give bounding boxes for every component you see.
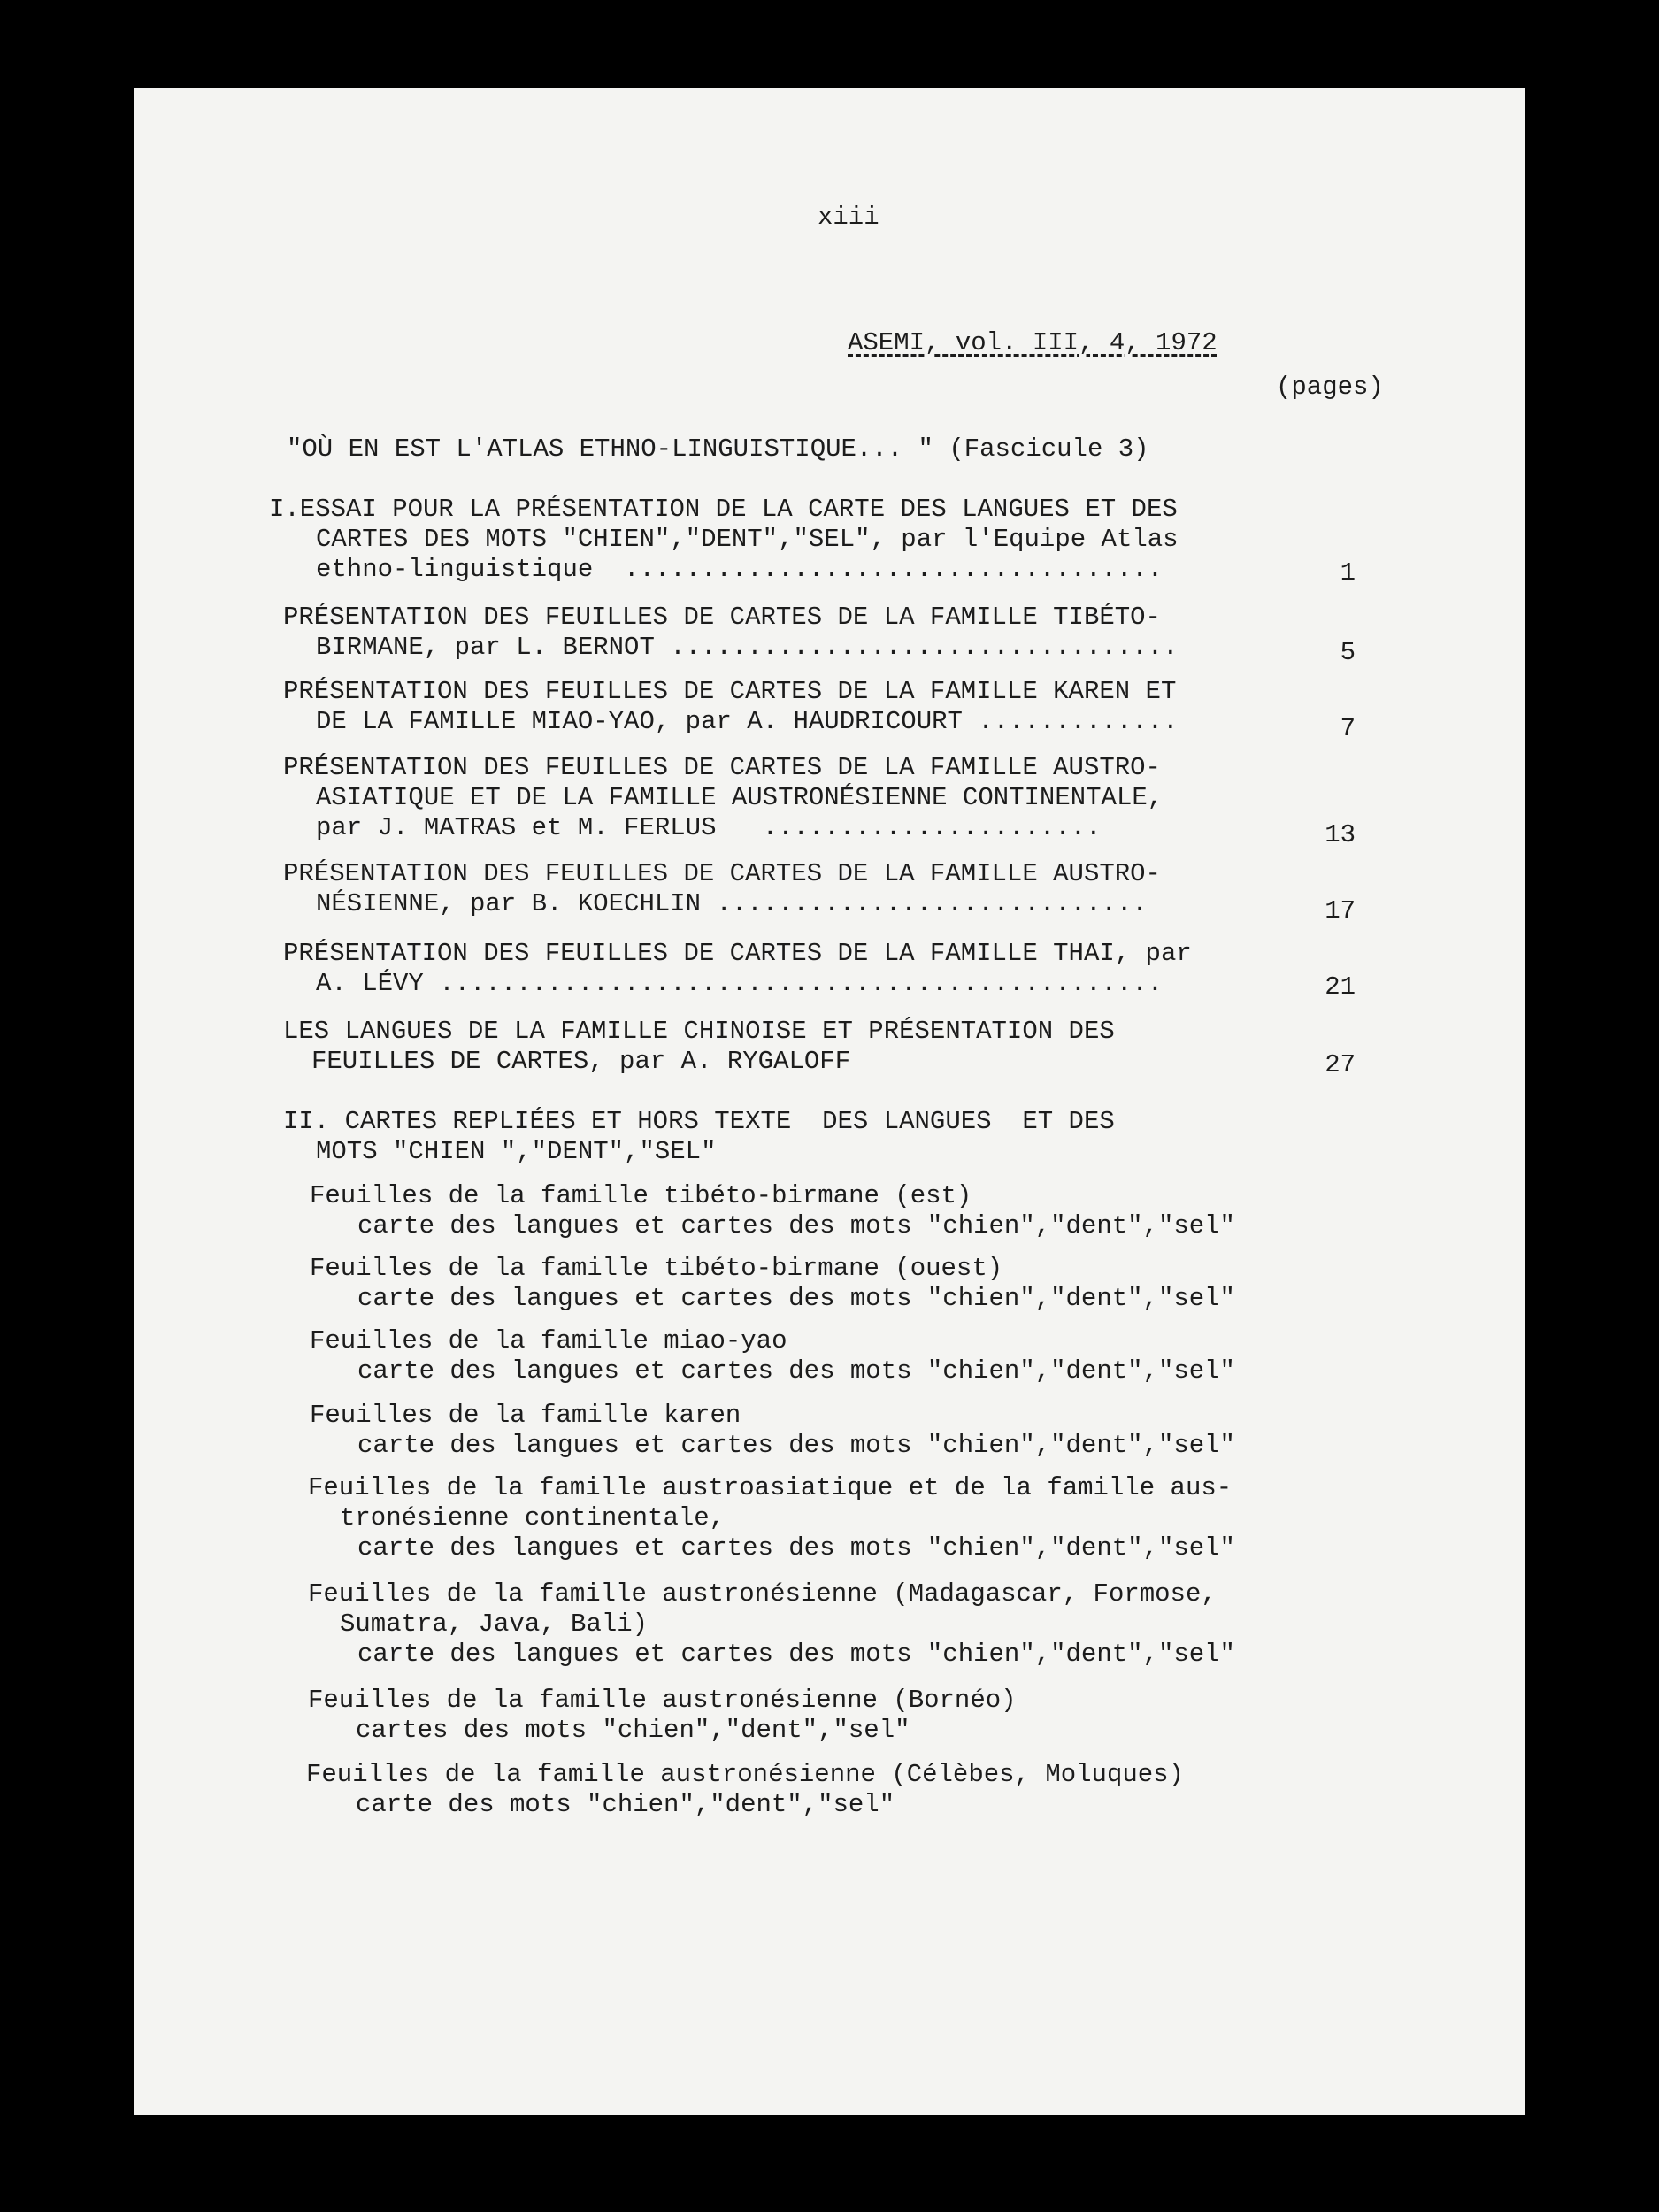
sheet-maps: carte des langues et cartes des mots "chien","dent","sel" bbox=[357, 1533, 1235, 1563]
sheet-title: Feuilles de la famille austronésienne (Célèbes, Moluques) bbox=[306, 1760, 1184, 1789]
toc-entry-line: PRÉSENTATION DES FEUILLES DE CARTES DE LA FAMILLE AUSTRO- bbox=[283, 859, 1161, 888]
sheet-title: Feuilles de la famille austroasiatique et de la famille aus- bbox=[308, 1473, 1233, 1502]
section1-line2: CARTES DES MOTS "CHIEN","DENT","SEL", par l'Equipe Atlas bbox=[316, 525, 1179, 554]
toc-entry-page: 21 bbox=[1325, 972, 1356, 1002]
toc-entry-page: 17 bbox=[1325, 896, 1356, 926]
journal-reference: ASEMI, vol. III, 4, 1972 bbox=[848, 328, 1217, 357]
sheet-title: Feuilles de la famille austronésienne (Madagascar, Formose, bbox=[308, 1579, 1217, 1609]
sheet-title-cont: tronésienne continentale, bbox=[340, 1503, 726, 1532]
toc-entry-line: DE LA FAMILLE MIAO-YAO, par A. HAUDRICOURT ............. bbox=[316, 707, 1179, 736]
sheet-maps: carte des langues et cartes des mots "chien","dent","sel" bbox=[357, 1356, 1235, 1386]
sheet-maps: carte des mots "chien","dent","sel" bbox=[356, 1790, 895, 1819]
toc-entry-line: BIRMANE, par L. BERNOT ................................. bbox=[316, 633, 1179, 662]
toc-entry-page: 13 bbox=[1325, 820, 1356, 849]
fascicule-title: "OÙ EN EST L'ATLAS ETHNO-LINGUISTIQUE... " (Fascicule 3) bbox=[287, 434, 1149, 464]
toc-entry-line: ASIATIQUE ET DE LA FAMILLE AUSTRONÉSIENNE CONTINENTALE, bbox=[316, 783, 1164, 812]
toc-entry-page: 5 bbox=[1340, 638, 1356, 667]
sheet-title: Feuilles de la famille austronésienne (Bornéo) bbox=[308, 1686, 1017, 1715]
toc-entry-line: par J. MATRAS et M. FERLUS ...................... bbox=[316, 813, 1102, 842]
pages-column-header: (pages) bbox=[1276, 373, 1384, 402]
sheet-title: Feuilles de la famille karen bbox=[310, 1401, 741, 1430]
toc-entry-line: NÉSIENNE, par B. KOECHLIN ............................ bbox=[316, 889, 1148, 918]
toc-entry-line: LES LANGUES DE LA FAMILLE CHINOISE ET PRÉSENTATION DES bbox=[283, 1017, 1115, 1046]
section1-page: 1 bbox=[1340, 558, 1356, 588]
toc-entry-page: 7 bbox=[1340, 714, 1356, 743]
section1-line3: ethno-linguistique ................................... bbox=[316, 555, 1164, 584]
sheet-title: Feuilles de la famille tibéto-birmane (ouest) bbox=[310, 1254, 1003, 1283]
sheet-maps: carte des langues et cartes des mots "chien","dent","sel" bbox=[357, 1284, 1235, 1313]
sheet-maps: carte des langues et cartes des mots "chien","dent","sel" bbox=[357, 1431, 1235, 1460]
toc-entry-line: PRÉSENTATION DES FEUILLES DE CARTES DE LA FAMILLE AUSTRO- bbox=[283, 753, 1161, 782]
sheet-maps: cartes des mots "chien","dent","sel" bbox=[356, 1716, 910, 1745]
sheet-title: Feuilles de la famille miao-yao bbox=[310, 1326, 787, 1356]
toc-entry-line: PRÉSENTATION DES FEUILLES DE CARTES DE LA FAMILLE KAREN ET bbox=[283, 677, 1177, 706]
sheet-title-cont: Sumatra, Java, Bali) bbox=[340, 1609, 649, 1639]
toc-entry-line: FEUILLES DE CARTES, par A. RYGALOFF bbox=[311, 1047, 851, 1076]
toc-entry-line: PRÉSENTATION DES FEUILLES DE CARTES DE LA FAMILLE TIBÉTO- bbox=[283, 603, 1161, 632]
toc-entry-page: 27 bbox=[1325, 1050, 1356, 1079]
sheet-maps: carte des langues et cartes des mots "chien","dent","sel" bbox=[357, 1640, 1235, 1669]
document-page bbox=[134, 88, 1525, 2115]
sheet-maps: carte des langues et cartes des mots "chien","dent","sel" bbox=[357, 1211, 1235, 1240]
section1-line1: I.ESSAI POUR LA PRÉSENTATION DE LA CARTE DES LANGUES ET DES bbox=[269, 495, 1178, 524]
sheet-title: Feuilles de la famille tibéto-birmane (est) bbox=[310, 1181, 972, 1210]
toc-entry-line: A. LÉVY ............................................... bbox=[316, 969, 1164, 998]
page-number: xiii bbox=[818, 203, 879, 232]
section2-line1: II. CARTES REPLIÉES ET HORS TEXTE DES LANGUES ET DES bbox=[283, 1107, 1115, 1136]
toc-entry-line: PRÉSENTATION DES FEUILLES DE CARTES DE LA FAMILLE THAI, par bbox=[283, 939, 1192, 968]
section2-line2: MOTS "CHIEN ","DENT","SEL" bbox=[316, 1137, 717, 1166]
